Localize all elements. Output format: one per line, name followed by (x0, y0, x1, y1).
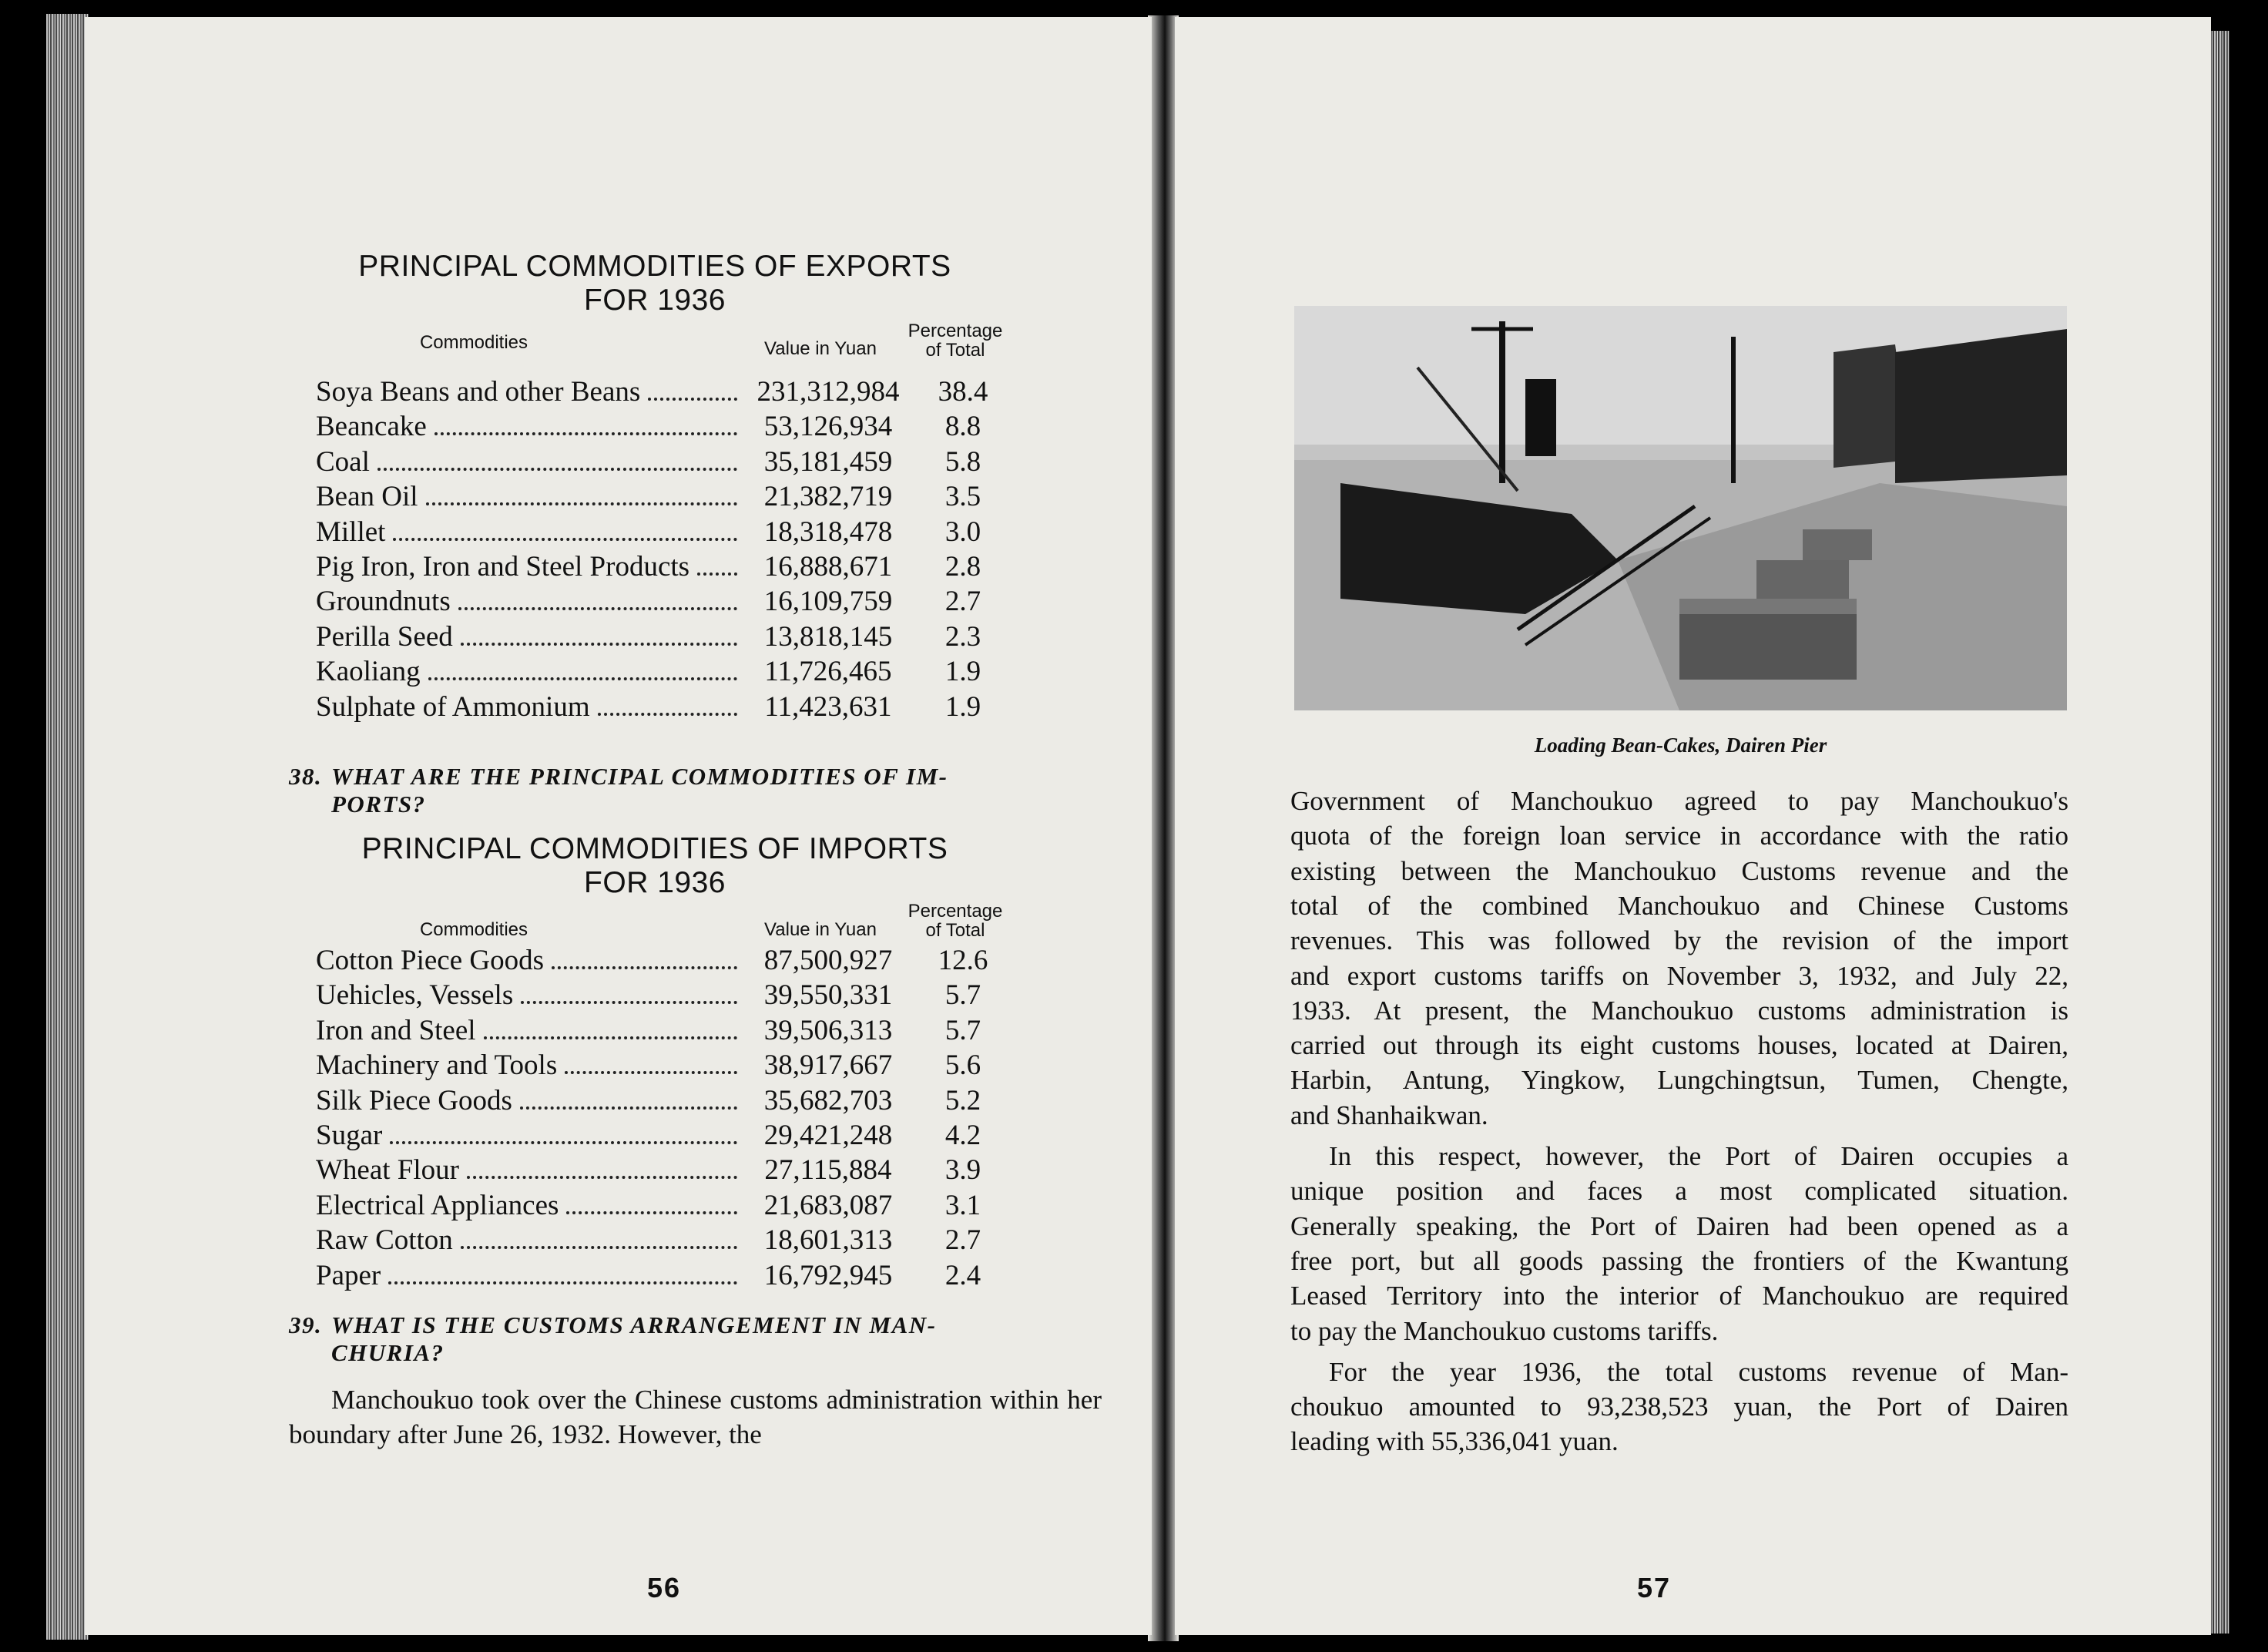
dot-leader (484, 1014, 737, 1039)
exports-value: 13,818,145 (763, 620, 893, 653)
exports-value: 35,181,459 (763, 445, 893, 478)
customs-paragraph: Manchoukuo took over the Chinese customs administration within her boundary after June 26, 1932. However, the (289, 1385, 1102, 1449)
question-38 (289, 763, 1136, 818)
imports-value: 21,683,087 (763, 1189, 893, 1221)
imports-percentage: 3.1 (944, 1189, 981, 1221)
imports-commodity-name: Uehicles, Vessels (316, 979, 743, 1012)
imports-commodity-name: Silk Piece Goods (316, 1084, 743, 1118)
dot-leader (552, 944, 737, 969)
body-text-line: choukuo amounted to 93,238,523 yuan, the Port of Dairen (1290, 1392, 2068, 1422)
exports-commodity-name: Beancake (316, 410, 743, 444)
book-edge-left (46, 14, 89, 1640)
exports-title-line1: PRINCIPAL COMMODITIES OF EXPORTS (358, 250, 951, 283)
imports-value: 16,792,945 (763, 1259, 893, 1291)
dot-leader (393, 515, 737, 541)
exports-row (316, 515, 1025, 549)
exports-value: 11,423,631 (764, 690, 892, 723)
exports-percentage: 8.8 (944, 411, 981, 443)
dairen-pier-photo (1294, 306, 2067, 710)
exports-row (316, 690, 1025, 724)
exports-col-commodities: Commodities (419, 332, 528, 353)
imports-row (316, 1189, 1025, 1223)
dot-leader (461, 1224, 737, 1249)
imports-row (316, 1084, 1025, 1118)
imports-percentage: 5.7 (944, 1014, 981, 1046)
imports-row (316, 1224, 1025, 1257)
dot-leader (426, 480, 737, 505)
exports-table-title (270, 250, 1040, 317)
exports-percentage: 38.4 (938, 376, 988, 408)
exports-percentage: 3.0 (944, 515, 981, 548)
exports-commodity-name: Kaoliang (316, 655, 743, 689)
imports-commodity-name: Iron and Steel (316, 1014, 743, 1048)
imports-row (316, 944, 1025, 978)
dot-leader (648, 375, 737, 401)
imports-value: 38,917,667 (763, 1049, 893, 1082)
exports-commodity-name: Soya Beans and other Beans (316, 375, 743, 409)
body-text-line: For the year 1936, the total customs revenue of Man- (1329, 1356, 2068, 1387)
exports-col-value: Value in Yuan (764, 338, 877, 359)
imports-row (316, 1049, 1025, 1083)
imports-row (316, 1014, 1025, 1048)
exports-percentage: 2.3 (944, 620, 981, 653)
dot-leader (565, 1049, 737, 1074)
imports-col-value: Value in Yuan (764, 919, 877, 940)
book-gutter (1148, 15, 1179, 1641)
imports-value: 39,506,313 (763, 1014, 893, 1046)
exports-commodity-name: Millet (316, 515, 743, 549)
imports-row (316, 979, 1025, 1012)
imports-commodity-name: Wheat Flour (316, 1153, 743, 1187)
exports-row (316, 585, 1025, 619)
body-text-line: leading with 55,336,041 yuan. (1290, 1426, 1619, 1457)
exports-percentage: 3.5 (944, 481, 981, 513)
exports-col-percentage: Percentage of Total (908, 321, 1003, 361)
photo-caption: Loading Bean-Cakes, Dairen Pier (1534, 734, 1827, 757)
dot-leader (520, 1084, 737, 1110)
imports-percentage: 12.6 (938, 945, 988, 976)
question-39-number: 39. (289, 1311, 323, 1338)
body-text-line: free port, but all goods passing the frontiers of the Kwantung (1290, 1245, 2068, 1276)
right-page (1175, 17, 2211, 1635)
exports-commodity-name: Bean Oil (316, 480, 743, 514)
body-text-line: Leased Territory into the interior of Manchoukuo are required (1290, 1281, 2068, 1311)
body-text-line: and export customs tariffs on November 3, 1932, and July 22, (1290, 960, 2068, 991)
exports-commodity-name: Coal (316, 445, 743, 479)
body-text-line: quota of the foreign loan service in accordance with the ratio (1290, 821, 2068, 851)
exports-value: 53,126,934 (763, 411, 893, 443)
dot-leader (598, 690, 737, 716)
body-text-line: Harbin, Antung, Yingkow, Lungchingtsun, Tumen, Chengte, (1290, 1065, 2068, 1096)
body-text-line: In this respect, however, the Port of Dairen occupies a (1329, 1141, 2068, 1171)
imports-value: 18,601,313 (763, 1224, 893, 1257)
exports-percentage: 1.9 (944, 656, 981, 688)
dot-leader (388, 1259, 737, 1284)
dot-leader (566, 1189, 737, 1214)
imports-value: 27,115,884 (764, 1154, 892, 1187)
imports-commodity-name: Machinery and Tools (316, 1049, 743, 1083)
exports-row (316, 620, 1025, 654)
imports-percentage: 5.6 (944, 1049, 981, 1082)
imports-commodity-name: Electrical Appliances (316, 1189, 743, 1223)
question-38-line2: PORTS? (331, 791, 426, 818)
exports-row (316, 410, 1025, 444)
dot-leader (434, 410, 737, 435)
imports-table-title (270, 832, 1040, 900)
exports-commodity-name: Groundnuts (316, 585, 743, 619)
exports-commodity-name: Perilla Seed (316, 620, 743, 654)
imports-commodity-name: Cotton Piece Goods (316, 944, 743, 978)
exports-row (316, 655, 1025, 689)
body-text-line: Government of Manchoukuo agreed to pay Manchoukuo's (1290, 786, 2068, 816)
question-38-number: 38. (289, 763, 323, 790)
question-39-line1: WHAT IS THE CUSTOMS ARRANGEMENT IN MAN- (331, 1311, 937, 1338)
dot-leader (458, 585, 737, 610)
dot-leader (428, 655, 737, 680)
exports-value: 11,726,465 (764, 656, 892, 688)
exports-value: 231,312,984 (757, 376, 900, 408)
exports-value: 16,888,671 (763, 551, 893, 583)
exports-percentage: 2.8 (944, 551, 981, 583)
body-text-line: Generally speaking, the Port of Dairen had been opened as a (1290, 1210, 2068, 1241)
dot-leader (467, 1153, 737, 1179)
imports-row (316, 1259, 1025, 1293)
imports-value: 35,682,703 (763, 1084, 893, 1116)
page-number-57: 57 (1637, 1572, 1672, 1603)
exports-percentage: 1.9 (944, 690, 981, 723)
imports-commodity-name: Sugar (316, 1119, 743, 1153)
imports-row (316, 1119, 1025, 1153)
imports-value: 87,500,927 (763, 945, 893, 976)
left-page (85, 17, 1152, 1635)
dot-leader (697, 550, 737, 576)
body-text-line: total of the combined Manchoukuo and Chinese Customs (1290, 890, 2068, 921)
question-38-line1: WHAT ARE THE PRINCIPAL COMMODITIES OF IM- (331, 763, 948, 790)
imports-percentage: 4.2 (944, 1120, 981, 1151)
exports-value: 18,318,478 (763, 515, 893, 548)
imports-col-percentage: Percentage of Total (908, 901, 1003, 941)
body-text-line: and Shanhaikwan. (1290, 1100, 1488, 1130)
ship-loading-illustration (1294, 306, 2067, 710)
exports-percentage: 5.8 (944, 445, 981, 478)
dot-leader (461, 620, 737, 646)
imports-commodity-name: Paper (316, 1259, 743, 1293)
imports-col-commodities: Commodities (419, 919, 528, 940)
body-text-line: to pay the Manchoukuo customs tariffs. (1290, 1315, 1719, 1346)
exports-row (316, 445, 1025, 479)
exports-row (316, 375, 1025, 409)
exports-percentage: 2.7 (944, 586, 981, 618)
imports-percentage: 2.7 (944, 1224, 981, 1257)
imports-percentage: 3.9 (944, 1154, 981, 1187)
exports-commodity-name: Sulphate of Ammonium (316, 690, 743, 724)
imports-title-line1: PRINCIPAL COMMODITIES OF IMPORTS (361, 832, 948, 865)
exports-row (316, 480, 1025, 514)
exports-value: 16,109,759 (763, 586, 893, 618)
question-39 (289, 1311, 1136, 1367)
dot-leader (377, 445, 737, 471)
body-text-line: existing between the Manchoukuo Customs revenue and the (1290, 855, 2068, 886)
body-text-line: revenues. This was followed by the revision of the import (1290, 925, 2068, 956)
imports-value: 39,550,331 (763, 979, 893, 1012)
imports-title-line2: FOR 1936 (584, 866, 726, 899)
body-text-line: unique position and faces a most complicated situation. (1290, 1176, 2068, 1207)
question-39-line2: CHURIA? (331, 1339, 445, 1366)
page-number-56: 56 (647, 1572, 682, 1603)
imports-value: 29,421,248 (763, 1120, 893, 1151)
body-text-line: 1933. At present, the Manchoukuo customs administration is (1290, 995, 2068, 1026)
exports-title-line2: FOR 1936 (584, 284, 726, 317)
imports-percentage: 2.4 (944, 1259, 981, 1291)
exports-row (316, 550, 1025, 584)
body-text-line: carried out through its eight customs houses, located at Dairen, (1290, 1030, 2068, 1061)
exports-value: 21,382,719 (763, 481, 893, 513)
imports-row (316, 1153, 1025, 1187)
exports-commodity-name: Pig Iron, Iron and Steel Products (316, 550, 743, 584)
imports-percentage: 5.7 (944, 979, 981, 1012)
dot-leader (521, 979, 737, 1004)
imports-percentage: 5.2 (944, 1084, 981, 1116)
dot-leader (390, 1119, 737, 1144)
imports-commodity-name: Raw Cotton (316, 1224, 743, 1257)
